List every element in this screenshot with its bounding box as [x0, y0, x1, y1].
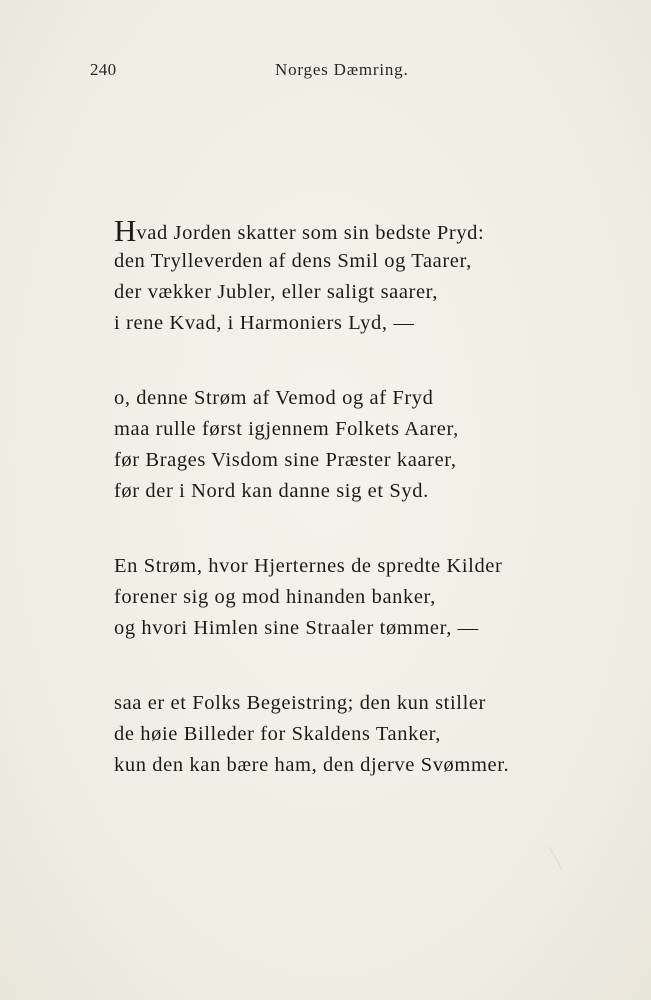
poem-line: kun den kan bære ham, den djerve Svømmer.: [114, 754, 510, 776]
stanza-3: [114, 551, 594, 644]
poem-line: saa er et Folks Begeistring; den kun stiller: [114, 692, 486, 714]
poem-line: før der i Nord kan danne sig et Syd.: [114, 480, 429, 502]
poem-line: og hvori Himlen sine Straaler tømmer, —: [114, 617, 479, 639]
stanza-divider: [114, 339, 594, 383]
poem-line: der vækker Jubler, eller saligt saarer,: [114, 281, 439, 303]
poem-line: før Brages Visdom sine Præster kaarer,: [114, 449, 457, 471]
stanza-divider: [114, 507, 594, 551]
drop-cap: H: [114, 213, 137, 248]
poem-line: de høie Billeder for Skaldens Tanker,: [114, 723, 441, 745]
poem-line: maa rulle først igjennem Folkets Aarer,: [114, 418, 459, 440]
poem-line: i rene Kvad, i Harmoniers Lyd, —: [114, 312, 415, 334]
poem-line: En Strøm, hvor Hjerternes de spredte Kilder: [114, 555, 503, 577]
poem-line: o, denne Strøm af Vemod og af Fryd: [114, 387, 434, 409]
stanza-divider: [114, 644, 594, 688]
poem: [114, 215, 594, 781]
running-title: Norges Dæmring.: [275, 60, 409, 79]
stanza-2: [114, 383, 594, 507]
paper-speck: [549, 846, 563, 869]
stanza-1: [114, 215, 594, 339]
running-head: [0, 60, 651, 84]
poem-line: forener sig og mod hinanden banker,: [114, 586, 436, 608]
stanza-4: [114, 688, 594, 781]
poem-line: [114, 215, 594, 246]
page-number: 240: [90, 60, 117, 79]
poem-line-text: vad Jorden skatter som sin bedste Pryd:: [136, 222, 485, 244]
poem-line: den Trylleverden af dens Smil og Taarer,: [114, 250, 472, 272]
